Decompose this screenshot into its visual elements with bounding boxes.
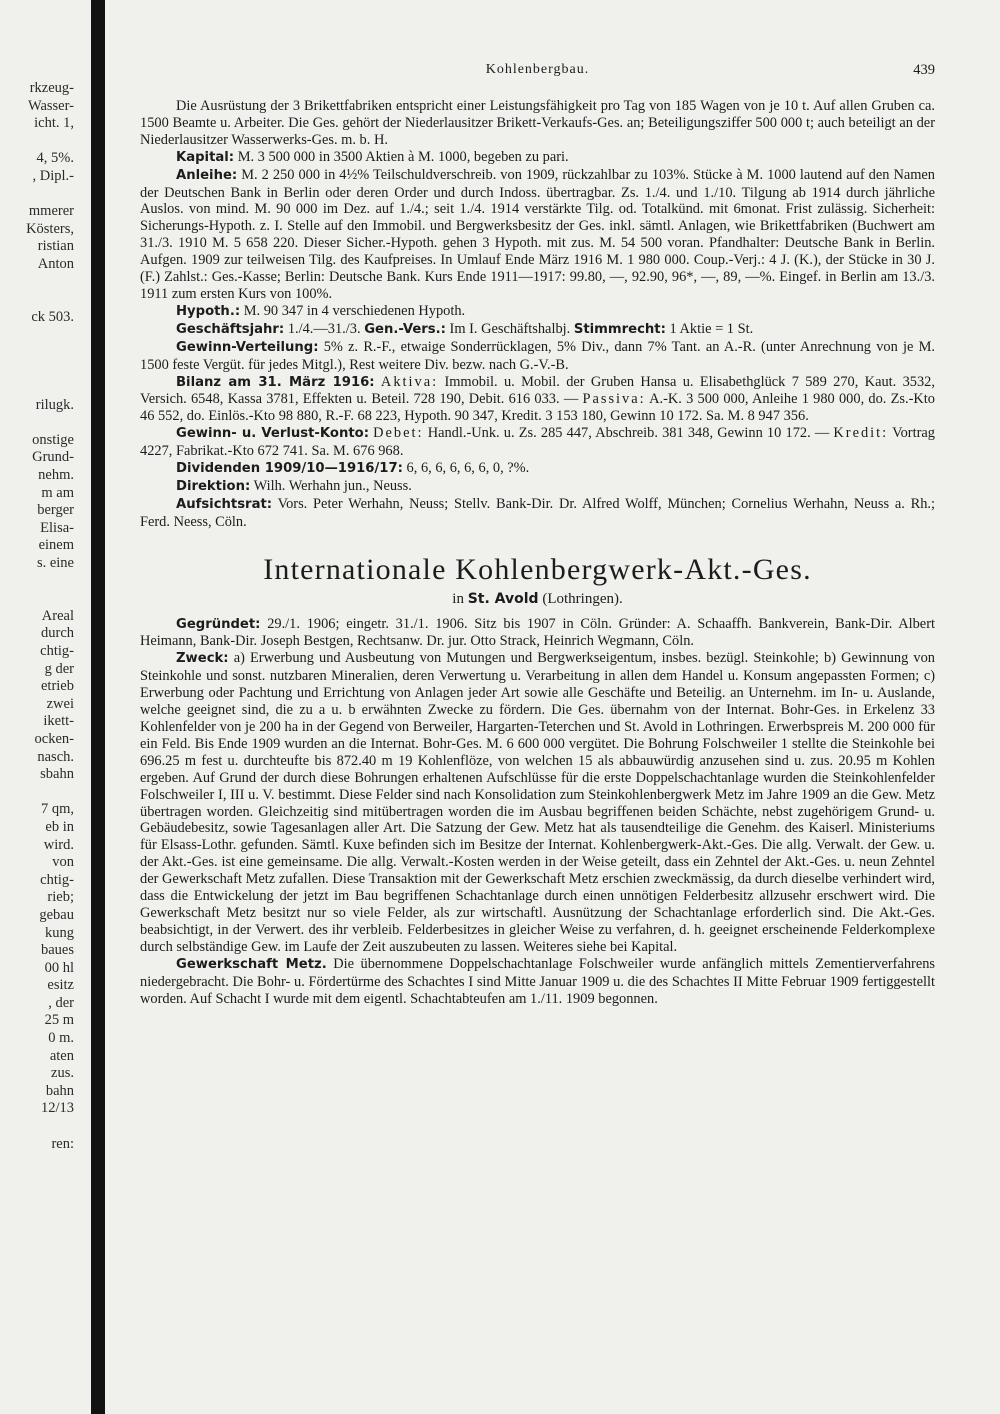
aufsichtsrat-label: Aufsichtsrat: — [176, 496, 273, 512]
gewerkschaft-text: Die übernommene Doppelschachtanlage Folschweiler wurde anfänglich mittels Zementierverfahrens niedergebracht. Die Bohr- u. Fördertürme des Schachtes I sind Mitte Januar 1909 u. die des Schachtes II Mitte Februar 1909 fertiggestellt worden. Auf Schacht I wurde mit dem eigentl. Schachtabteufen am 1./11. 1909 begonnen. — [140, 955, 936, 1007]
margin-fragment: Areal — [41, 607, 74, 624]
margin-fragment: Elisa- — [40, 519, 74, 536]
bilanz-entry — [140, 374, 935, 426]
kapital-label: Kapital: — [176, 149, 235, 165]
margin-fragment: Grund- — [32, 449, 74, 466]
gegruendet-text: 29./1. 1906; eingetr. 31./1. 1906. Sitz bis 1907 in Cöln. Gründer: A. Schaaffh. Bankverein, Bank-Dir. Albert Heimann, Bank-Dir. Joseph Bestgen, Rechtsanw. Dr. jur. Otto Strack, Heinrich Wegmann, Cöln. — [140, 615, 935, 650]
gewinnverteilung-entry — [140, 339, 935, 374]
aktiva-label: Aktiva: — [380, 373, 439, 390]
margin-fragment: 7 qm, — [40, 801, 74, 818]
kredit-label: Kredit: — [833, 425, 889, 442]
location-name: St. Avold — [467, 590, 539, 607]
margin-fragment: berger — [37, 502, 74, 519]
passiva-text: A.-K. 3 500 000, Anleihe 1 980 000, do. Zs.-Kto 46 552, do. Einlös.-Kto 98 880, R.-F. 68 223, Hypoth. 90 347, Kredit. 3 153 180, Gewinn 10 172. Sa. M. 8 947 356. — [140, 391, 935, 425]
margin-fragment: ren: — [51, 1135, 74, 1152]
margin-fragment: aten — [49, 1047, 74, 1064]
gewerkschaft-label: Gewerkschaft Metz. — [176, 956, 327, 972]
margin-fragment: rilugk. — [35, 396, 74, 413]
location-suffix: (Lothringen). — [542, 590, 623, 607]
margin-fragment: g der — [44, 660, 74, 677]
margin-fragment: Kösters, — [26, 220, 74, 237]
margin-fragment: ikett- — [43, 713, 74, 730]
zweck-text: a) Erwerbung und Ausbeutung von Mutungen und Bergwerkseigentum, insbes. bezügl. Steinkohle; b) Gewinnung von Steinkohle und sonst. nutzbaren Mineralien, deren Verwertung u. Verarbeitung in allen dem Handel u. Konsum angepassten Formen; c) Erwerbung oder Pachtung und Errichtung von Anlagen jeder Art sowie alle Geschäfte und Beteilig. an Unternehm. im In- u. Auslande, welche geeignet sind, die zu a u. b erwähnten Zwecke zu fördern. Die Ges. übernahm von der Internat. Bohr-Ges. in Erkelenz 33 Kohlenfelder von je 200 ha in der Gegend von Berweiler, Hargarten-Teterchen und St. Avold in Lothringen. Erwerbspreis M. 200 000 für ein Feld. Bis Ende 1909 wurden an die Internat. Bohr-Ges. M. 6 600 000 vergütet. Die Bohrung Folschweiler 1 stellte die Steinkohle bei 696.25 m fest u. durchteufte bis 872.40 m 19 Kohlenflöze, von welchen 15 als abbauwürdig anzusehen sind u. zus. 20.95 m Kohlen ergeben. Auf Grund der durch diese Bohrungen erhaltenen Aufschlüsse für die erste Doppelschachtanlage wurden die Steinkohlenfelder Folschweiler I, III u. V. bestimmt. Diese Felder sind nach Konsolidation zum Steinkohlenbergwerk Metz im Jahre 1909 an die Gew. Metz übertragen worden. Gleichzeitig sind mitübertragen worden die im Ausbau begriffenen beiden Schächte, nebst zugehörigem Grund- u. Gebäudebesitz, sowie Tagesanlagen aller Art. Die Satzung der Gew. Metz hat als tausendteilige die Genehm. des Kaiserl. Ministeriums für Elsass-Lothr. gefunden. Sämtl. Kuxe befinden sich im Besitze der Internat. Kohlenbergwerk-Akt.-Ges. Die allg. Verwalt. der Gew. u. der Akt.-Ges. ist eine gemeinsame. Die allg. Verwalt.-Kosten werden in der Weise geteilt, dass ein Zehntel der Akt.-Ges. u. neun Zehntel der Gewerkschaft Metz zufallen. Diese Transaktion mit der Gewerkschaft Metz erschien zweckmässig, da durch dieselbe verhindert wird, dass die Entwickelung der jetzt im Bau begriffenen Schachtanlage durch einen unnötigen Felderbesitz allzusehr erschwert wird. Die Gewerkschaft Metz besitzt nur so viele Felder, als zur wirtschaftl. Ausnützung der Schachtanlage erforderlich sind. Die Akt.-Ges. beabsichtigt, in der Verwert. des ihr verbleib. Felderbesitzes in gleicher Weise zu verfahren, d. h. geeignet erscheinende Felderkomplexe durch selbständige Gew. im Laufe der Zeit auszubeuten zu lassen. Weiteres siehe bei Kapital. — [140, 650, 935, 955]
margin-fragment: etrieb — [40, 678, 74, 695]
aufsichtsrat-text: Vors. Peter Werhahn, Neuss; Stellv. Bank-Dir. Dr. Alfred Wolff, München; Cornelius Werhahn, Neuss a. Rh.; Ferd. Neess, Cöln. — [140, 495, 935, 530]
margin-fragment — [0, 344, 74, 362]
margin-fragment — [0, 326, 74, 344]
kapital-entry — [140, 149, 935, 167]
dividenden-entry — [140, 460, 935, 478]
margin-fragment: chtig- — [40, 871, 74, 888]
dividenden-label: Dividenden 1909/10—1916/17: — [176, 461, 403, 477]
margin-fragment: mmerer — [28, 203, 74, 220]
margin-fragment — [0, 362, 74, 380]
geschaeftsjahr-entry — [140, 321, 935, 339]
margin-fragment: nasch. — [37, 748, 74, 765]
margin-fragment — [0, 186, 74, 204]
margin-fragment: ocken- — [34, 730, 74, 747]
margin-fragment: ck 503. — [31, 308, 74, 325]
margin-fragment — [0, 274, 74, 292]
margin-fragment: ristian — [37, 238, 74, 255]
margin-fragment — [0, 379, 74, 397]
stimmrecht-text: 1 Aktie = 1 St. — [669, 320, 754, 337]
margin-fragment — [0, 784, 74, 802]
geschaeftsjahr-label: Geschäftsjahr: — [176, 321, 285, 337]
running-head-title: Kohlenbergbau. — [485, 62, 590, 77]
gewinn-verlust-entry — [140, 425, 935, 460]
zweck-entry — [140, 650, 935, 955]
gegruendet-entry — [140, 616, 935, 651]
margin-fragment: von — [52, 854, 74, 871]
margin-fragment: zwei — [46, 695, 74, 712]
direktion-entry — [140, 478, 935, 496]
hypoth-text: M. 90 347 in 4 verschiedenen Hypoth. — [243, 302, 466, 319]
bilanz-label: Bilanz am 31. März 1916: — [176, 374, 375, 390]
margin-fragment: eb in — [45, 818, 74, 835]
facing-page-margin — [0, 80, 74, 1153]
margin-fragment: s. eine — [36, 555, 74, 572]
margin-fragment — [0, 291, 74, 309]
margin-fragment: Anton — [37, 255, 74, 272]
margin-fragment: 00 hl — [44, 959, 74, 976]
passiva-label: Passiva: — [582, 391, 646, 408]
margin-fragment — [0, 573, 74, 591]
company-heading: Internationale Kohlenbergwerk-Akt.-Ges. — [263, 552, 812, 586]
company-location — [140, 591, 935, 608]
geschaeftsjahr-text: 1./4.—31./3. — [287, 320, 361, 337]
margin-fragment — [0, 1118, 74, 1136]
margin-fragment: sbahn — [40, 766, 74, 783]
margin-fragment — [0, 133, 74, 151]
location-prefix: in — [452, 590, 464, 607]
margin-fragment: einem — [38, 537, 74, 554]
gewinnverteilung-text: 5% z. R.-F., etwaige Sonderrücklagen, 5% Div., dann 7% Tant. an A.-R. (unter Anrechnung von je M. 1500 feste Vergüt. für jedes Mitgl.), Rest weitere Div. bezw. nach G.-V.-B. — [140, 338, 936, 373]
margin-fragment: m am — [41, 484, 74, 501]
gvk-label: Gewinn- u. Verlust-Konto: — [176, 426, 369, 442]
kredit-text: Vortrag 4227, Fabrikat.-Kto 672 741. Sa. M. 676 968. — [140, 425, 935, 460]
gewerkschaft-entry — [140, 956, 935, 1008]
book-spine-shadow — [91, 0, 105, 1414]
margin-fragment: gebau — [39, 906, 74, 923]
aktiva-text: Immobil. u. Mobil. der Gruben Hansa u. Elisabethglück 7 589 270, Kaut. 3532, Versich. 6548, Kassa 3781, Effekten u. Beteil. 728 190, Debit. 616 033. — — [140, 373, 935, 408]
margin-fragment — [0, 590, 74, 608]
margin-fragment: icht. 1, — [34, 115, 74, 132]
margin-fragment: 4, 5%. — [36, 150, 74, 167]
margin-fragment: kung — [45, 924, 74, 941]
page-number: 439 — [913, 62, 935, 78]
margin-fragment: nehm. — [38, 467, 74, 484]
margin-fragment: bahn — [45, 1082, 74, 1099]
intro-paragraph: Die Ausrüstung der 3 Brikettfabriken entspricht einer Leistungsfähigkeit pro Tag von 185 Wagen von je 10 t. Auf allen Gruben ca. 1500 Beamte u. Arbeiter. Die Ges. gehört der Niederlausitzer Brikett-Verkaufs-Ges. an; Beteiligungsziffer 500 000 t; auch beteiligt an der Niederlausitzer Wasserwerks-Ges. m. b. H. — [140, 98, 935, 148]
margin-fragment: rkzeug- — [29, 80, 74, 96]
margin-fragment: , der — [48, 994, 74, 1011]
genvers-label: Gen.-Vers.: — [364, 321, 446, 337]
margin-fragment — [0, 414, 74, 432]
direktion-text: Wilh. Werhahn jun., Neuss. — [253, 477, 412, 494]
margin-fragment: durch — [40, 625, 74, 642]
gewinnverteilung-label: Gewinn-Verteilung: — [176, 339, 319, 355]
margin-fragment: 0 m. — [48, 1030, 74, 1047]
margin-fragment: , Dipl.- — [32, 167, 74, 184]
debet-label: Debet: — [373, 425, 424, 442]
margin-fragment: zus. — [51, 1065, 74, 1082]
gegruendet-label: Gegründet: — [176, 616, 261, 632]
debet-text: Handl.-Unk. u. Zs. 285 447, Abschreib. 381 348, Gewinn 10 172. — — [427, 425, 830, 442]
margin-fragment: 12/13 — [40, 1100, 74, 1117]
zweck-label: Zweck: — [176, 651, 229, 667]
anleihe-label: Anleihe: — [176, 167, 238, 183]
anleihe-entry — [140, 167, 935, 303]
stimmrecht-label: Stimmrecht: — [573, 321, 666, 337]
margin-fragment: baues — [40, 942, 74, 959]
running-head — [140, 62, 935, 84]
margin-fragment: onstige — [32, 431, 74, 448]
margin-fragment: 25 m — [44, 1012, 74, 1029]
hypoth-label: Hypoth.: — [176, 303, 241, 319]
anleihe-text: M. 2 250 000 in 4½% Teilschuldverschreib. von 1909, rückzahlbar zu 103%. Stücke à M. 1000 lautend auf den Namen der Deutschen Bank in Berlin oder deren Order und durch Indoss. übertragbar. Zs. 1./4. und 1./10. Tilgung ab 1914 durch jährliche Auslos. von mind. M. 90 000 im Dez. auf 1./4.; seit 1./4. 1914 verstärkte Tilg. od. Totalkünd. mit 6monat. Frist zulässig. Sicherheit: Sicherungs-Hypoth. z. I. Stelle auf den Immobil. und Bergwerksbesitz der Ges. inkl. sämtl. Anlagen, wie Brikettfabriken (Buchwert am 31./3. 1910 M. 5 658 220. Dieser Sicher.-Hypoth. gehen 3 Hypoth. mit zus. M. 54 500 voran. Pfandhalter: Deutsche Bank in Berlin. Aufgen. 1909 zur teilweisen Tilg. des Kaufpreises. In Umlauf Ende März 1916 M. 1 980 000. Coup.-Verj.: 4 J. (K.), der Stücke in 30 J. (F.) Zahlst.: Ges.-Kasse; Berlin: Deutsche Bank. Kurs Ende 1911—1917: 99.80, —, 92.90, 96*, —, 89, —%. Eingef. in Berlin am 13./3. 1911 zum ersten Kurs von 100%. — [140, 166, 935, 302]
margin-fragment: wird. — [43, 836, 74, 853]
hypoth-entry — [140, 303, 935, 321]
genvers-text: Im I. Geschäftshalbj. — [449, 320, 571, 337]
margin-fragment: chtig- — [40, 643, 74, 659]
aufsichtsrat-entry — [140, 496, 935, 531]
margin-fragment: esitz — [47, 977, 74, 994]
kapital-text: M. 3 500 000 in 3500 Aktien à M. 1000, begeben zu pari. — [237, 148, 569, 165]
page-content — [140, 62, 935, 1007]
margin-fragment: rieb; — [47, 889, 74, 906]
direktion-label: Direktion: — [176, 478, 251, 494]
dividenden-text: 6, 6, 6, 6, 6, 6, 0, ?%. — [406, 460, 530, 477]
margin-fragment: Wasser- — [27, 97, 74, 114]
